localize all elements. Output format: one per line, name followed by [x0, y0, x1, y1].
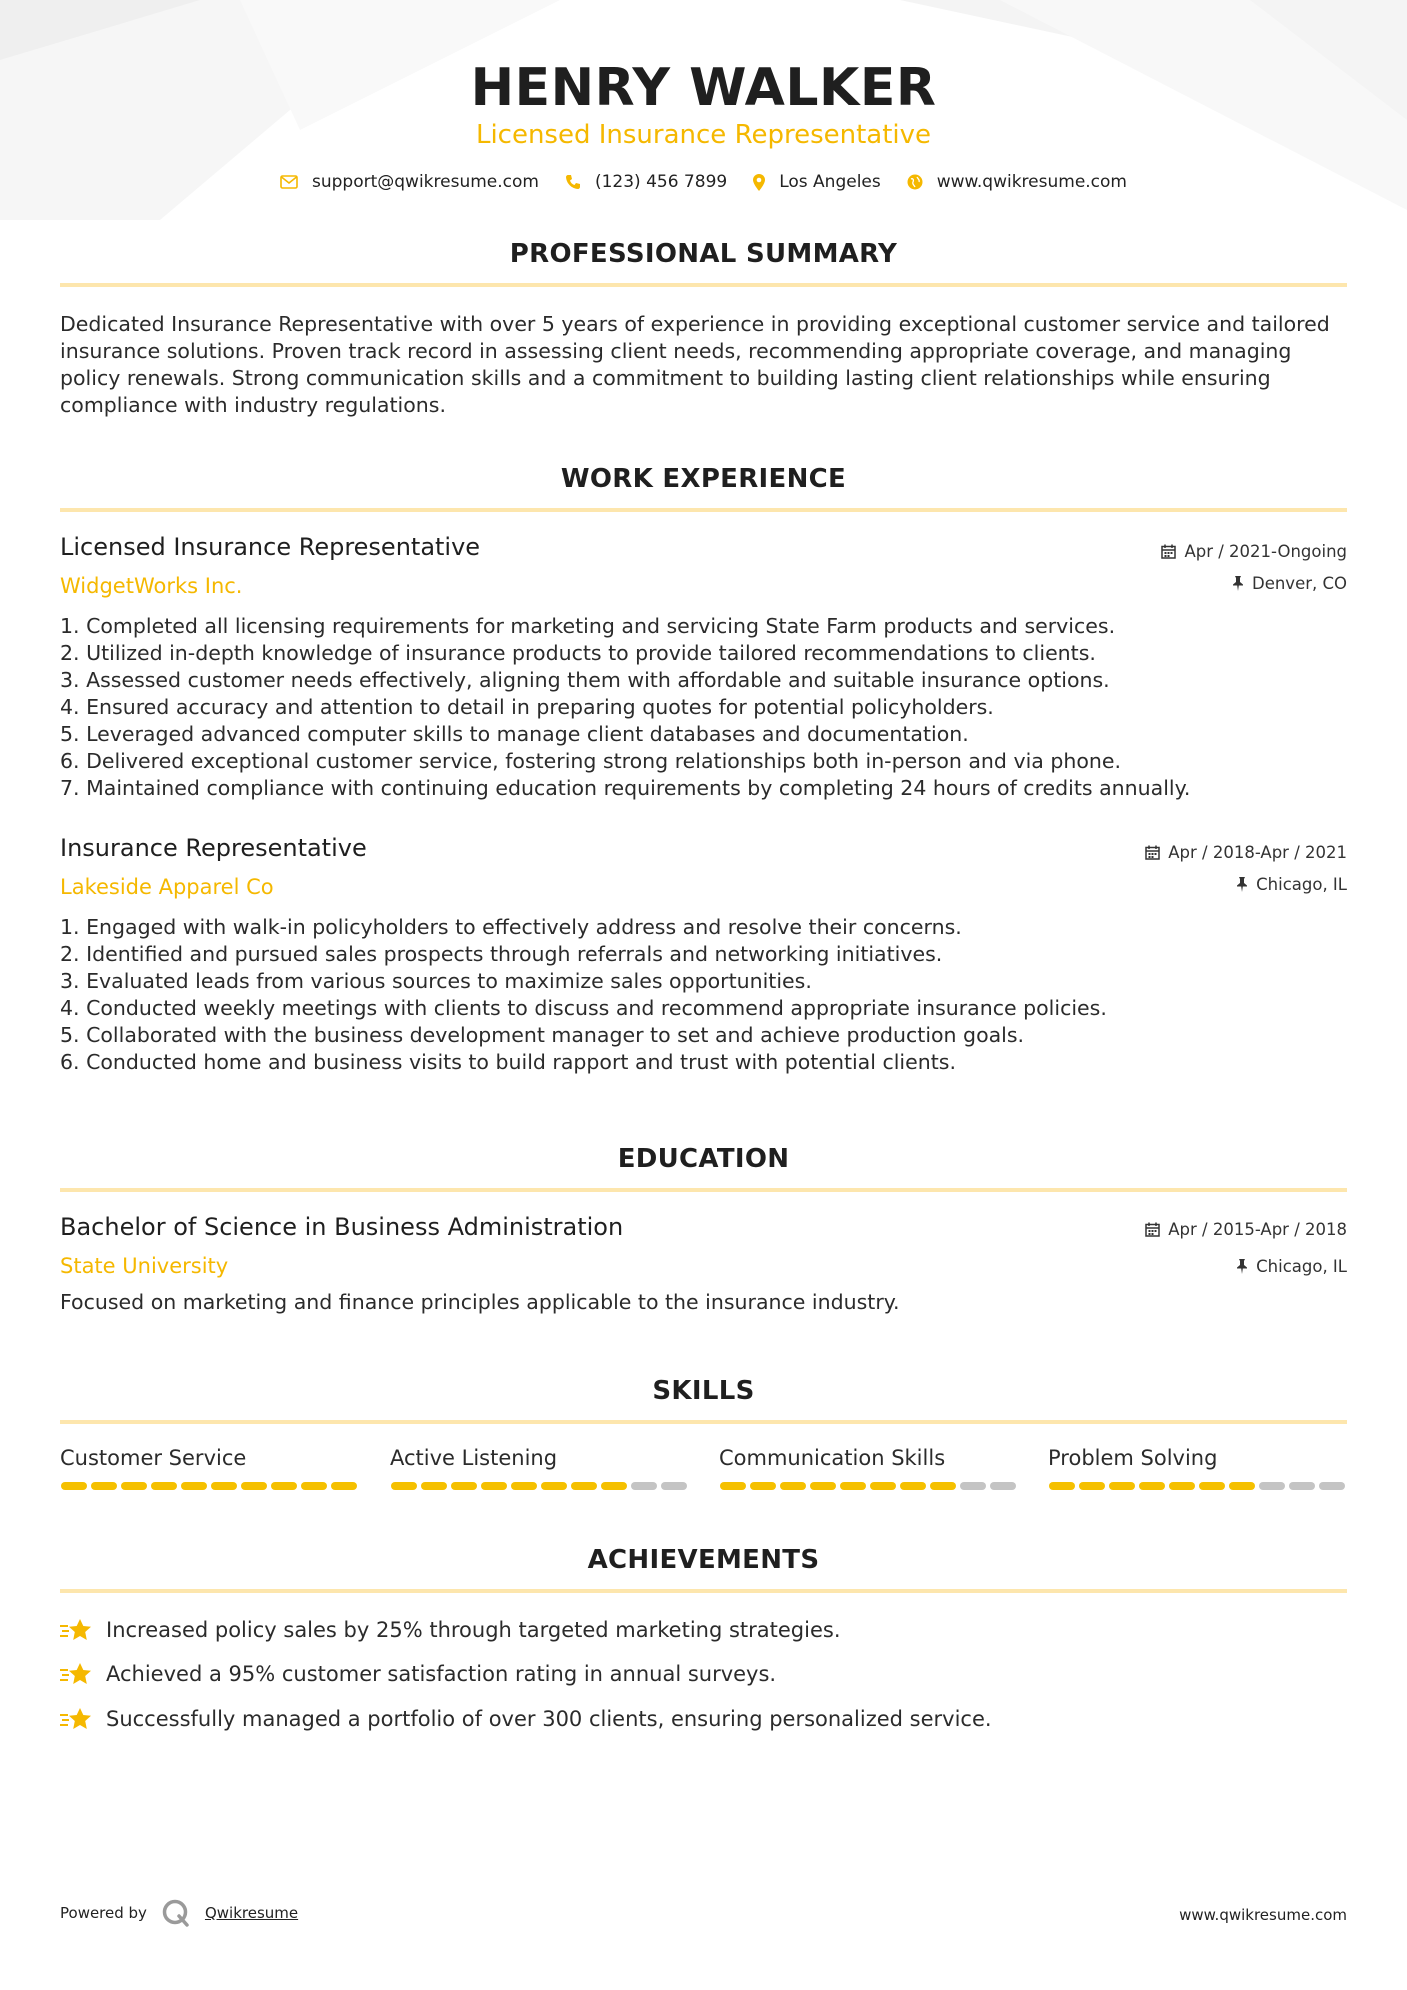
- skill-rating-segment: [1139, 1482, 1165, 1490]
- pushpin-icon: [1232, 576, 1244, 591]
- skill-rating-segment: [810, 1482, 836, 1490]
- skill-rating-segment: [1109, 1482, 1135, 1490]
- skill-rating-bar: [60, 1482, 360, 1490]
- list-item: 4. Ensured accuracy and attention to detail in preparing quotes for potential policyholders.: [60, 695, 994, 719]
- skill-item: [719, 1446, 1019, 1470]
- skill-rating-segment: [1319, 1482, 1345, 1490]
- dates-text: Apr / 2018-Apr / 2021: [1168, 843, 1347, 862]
- skill-rating-segment: [571, 1482, 597, 1490]
- skill-rating-segment: [451, 1482, 477, 1490]
- education-location: [1236, 1257, 1347, 1276]
- skill-rating-segment: [91, 1482, 117, 1490]
- location-text: Chicago, IL: [1256, 1257, 1347, 1276]
- skill-rating-segment: [1199, 1482, 1225, 1490]
- powered-by-text: Powered by: [60, 1904, 147, 1922]
- skill-name: Problem Solving: [1048, 1446, 1218, 1470]
- skill-rating-segment: [720, 1482, 746, 1490]
- skill-rating-segment: [1289, 1482, 1315, 1490]
- contact-location: [753, 172, 881, 192]
- location-text: Los Angeles: [779, 172, 881, 192]
- map-pin-icon: [753, 174, 765, 191]
- education-description: Focused on marketing and finance principles applicable to the insurance industry.: [60, 1290, 900, 1314]
- qwikresume-logo-icon: [161, 1898, 191, 1928]
- education-divider: [60, 1188, 1347, 1192]
- list-item: 3. Assessed customer needs effectively, aligning them with affordable and suitable insurance options.: [60, 668, 1110, 692]
- dates-text: Apr / 2021-Ongoing: [1184, 542, 1347, 561]
- calendar-icon: [1161, 544, 1176, 559]
- list-item: 2. Utilized in-depth knowledge of insurance products to provide tailored recommendations to clients.: [60, 641, 1096, 665]
- skill-name: Communication Skills: [719, 1446, 946, 1470]
- job-responsibilities: [60, 613, 1350, 802]
- contact-bar: [0, 172, 1407, 192]
- achievement-text: Increased policy sales by 25% through targeted marketing strategies.: [106, 1618, 841, 1642]
- list-item: 7. Maintained compliance with continuing education requirements by completing 24 hours of credits annually.: [60, 776, 1191, 800]
- footer-website[interactable]: www.qwikresume.com: [1179, 1906, 1347, 1924]
- phone-text: (123) 456 7899: [594, 172, 728, 192]
- skill-rating-segment: [960, 1482, 986, 1490]
- qwikresume-link[interactable]: Qwikresume: [204, 1904, 299, 1922]
- location-text: Denver, CO: [1251, 574, 1347, 593]
- skill-item: [1048, 1446, 1348, 1470]
- job-location: [1232, 574, 1347, 593]
- summary-line: compliance with industry regulations.: [60, 393, 446, 417]
- job-title: Licensed Insurance Representative: [60, 533, 481, 561]
- footer-powered-by: [60, 1898, 298, 1928]
- summary-line: policy renewals. Strong communication skills and a commitment to building lasting client relationships while ensuring: [60, 366, 1271, 390]
- company-name: WidgetWorks Inc.: [60, 574, 243, 598]
- skill-rating-segment: [780, 1482, 806, 1490]
- achievements-divider: [60, 1589, 1347, 1593]
- job-title: Insurance Representative: [60, 834, 367, 862]
- list-item: 5. Collaborated with the business development manager to set and achieve production goals.: [60, 1023, 1025, 1047]
- skill-rating-segment: [301, 1482, 327, 1490]
- list-item: 1. Completed all licensing requirements for marketing and servicing State Farm products and services.: [60, 614, 1116, 638]
- skill-rating-segment: [1229, 1482, 1255, 1490]
- job-location: [1236, 875, 1347, 894]
- job-dates: [1145, 843, 1347, 862]
- skill-rating-segment: [181, 1482, 207, 1490]
- star-icon: [60, 1706, 92, 1732]
- skill-rating-segment: [121, 1482, 147, 1490]
- skill-rating-segment: [1259, 1482, 1285, 1490]
- skill-rating-segment: [840, 1482, 866, 1490]
- globe-icon: [907, 174, 923, 190]
- achievement-text: Achieved a 95% customer satisfaction rating in annual surveys.: [106, 1662, 777, 1686]
- skill-rating-segment: [331, 1482, 357, 1490]
- skills-divider: [60, 1420, 1347, 1424]
- list-item: 4. Conducted weekly meetings with clients to discuss and recommend appropriate insurance policies.: [60, 996, 1107, 1020]
- contact-phone[interactable]: [565, 172, 727, 192]
- location-text: Chicago, IL: [1256, 875, 1347, 894]
- skill-rating-segment: [750, 1482, 776, 1490]
- skill-rating-segment: [661, 1482, 687, 1490]
- skill-rating-segment: [391, 1482, 417, 1490]
- skill-item: [60, 1446, 360, 1470]
- skill-name: Active Listening: [390, 1446, 558, 1470]
- list-item: 5. Leveraged advanced computer skills to manage client databases and documentation.: [60, 722, 969, 746]
- education-heading: EDUCATION: [617, 1144, 790, 1174]
- list-item: 1. Engaged with walk-in policyholders to effectively address and resolve their concerns.: [60, 915, 962, 939]
- school-name: State University: [60, 1254, 229, 1278]
- phone-icon: [565, 174, 581, 190]
- skill-rating-segment: [241, 1482, 267, 1490]
- degree-title: Bachelor of Science in Business Administration: [60, 1213, 624, 1241]
- education-dates: [1145, 1220, 1347, 1239]
- candidate-role: Licensed Insurance Representative: [475, 120, 932, 150]
- skill-item: [390, 1446, 690, 1470]
- skill-rating-segment: [870, 1482, 896, 1490]
- achievement-item: [60, 1661, 776, 1687]
- skill-rating-segment: [631, 1482, 657, 1490]
- contact-website[interactable]: [907, 172, 1127, 192]
- experience-heading: WORK EXPERIENCE: [560, 464, 847, 494]
- job-responsibilities: [60, 914, 1350, 1076]
- achievement-text: Successfully managed a portfolio of over 300 clients, ensuring personalized service.: [106, 1707, 992, 1731]
- skill-rating-segment: [511, 1482, 537, 1490]
- skill-rating-segment: [930, 1482, 956, 1490]
- skill-rating-segment: [271, 1482, 297, 1490]
- list-item: 3. Evaluated leads from various sources to maximize sales opportunities.: [60, 969, 812, 993]
- skill-rating-segment: [151, 1482, 177, 1490]
- skill-rating-bar: [390, 1482, 690, 1490]
- skill-rating-segment: [421, 1482, 447, 1490]
- summary-line: insurance solutions. Proven track record in assessing client needs, recommending appropriate coverage, and managing: [60, 339, 1292, 363]
- achievement-item: [60, 1706, 992, 1732]
- skill-rating-segment: [541, 1482, 567, 1490]
- skill-rating-segment: [1169, 1482, 1195, 1490]
- summary-text: [60, 311, 1350, 419]
- achievement-item: [60, 1617, 841, 1643]
- skill-rating-bar: [1048, 1482, 1348, 1490]
- skill-rating-segment: [990, 1482, 1016, 1490]
- website-text: www.qwikresume.com: [936, 172, 1127, 192]
- skill-rating-segment: [211, 1482, 237, 1490]
- skill-rating-segment: [61, 1482, 87, 1490]
- summary-heading: PROFESSIONAL SUMMARY: [509, 239, 898, 269]
- skill-rating-segment: [1079, 1482, 1105, 1490]
- summary-divider: [60, 283, 1347, 287]
- skill-rating-segment: [481, 1482, 507, 1490]
- calendar-icon: [1145, 1222, 1160, 1237]
- summary-line: Dedicated Insurance Representative with over 5 years of experience in providing exceptional customer service and tailored: [60, 312, 1330, 336]
- envelope-icon: [280, 175, 298, 189]
- calendar-icon: [1145, 845, 1160, 860]
- skill-rating-bar: [719, 1482, 1019, 1490]
- list-item: 2. Identified and pursued sales prospects through referrals and networking initiatives.: [60, 942, 943, 966]
- pushpin-icon: [1236, 1259, 1248, 1274]
- skill-rating-segment: [1049, 1482, 1075, 1490]
- candidate-name: HENRY WALKER: [470, 58, 937, 118]
- skill-rating-segment: [900, 1482, 926, 1490]
- list-item: 6. Conducted home and business visits to build rapport and trust with potential clients.: [60, 1050, 956, 1074]
- company-name: Lakeside Apparel Co: [60, 875, 274, 899]
- skills-heading: SKILLS: [652, 1376, 755, 1406]
- contact-email[interactable]: [280, 172, 539, 192]
- achievements-heading: ACHIEVEMENTS: [587, 1545, 820, 1575]
- star-icon: [60, 1617, 92, 1643]
- email-text: support@qwikresume.com: [312, 172, 539, 192]
- experience-divider: [60, 508, 1347, 512]
- list-item: 6. Delivered exceptional customer service, fostering strong relationships both in-person and via phone.: [60, 749, 1122, 773]
- skill-rating-segment: [601, 1482, 627, 1490]
- star-icon: [60, 1661, 92, 1687]
- job-dates: [1161, 542, 1347, 561]
- skill-name: Customer Service: [60, 1446, 247, 1470]
- pushpin-icon: [1236, 877, 1248, 892]
- dates-text: Apr / 2015-Apr / 2018: [1168, 1220, 1347, 1239]
